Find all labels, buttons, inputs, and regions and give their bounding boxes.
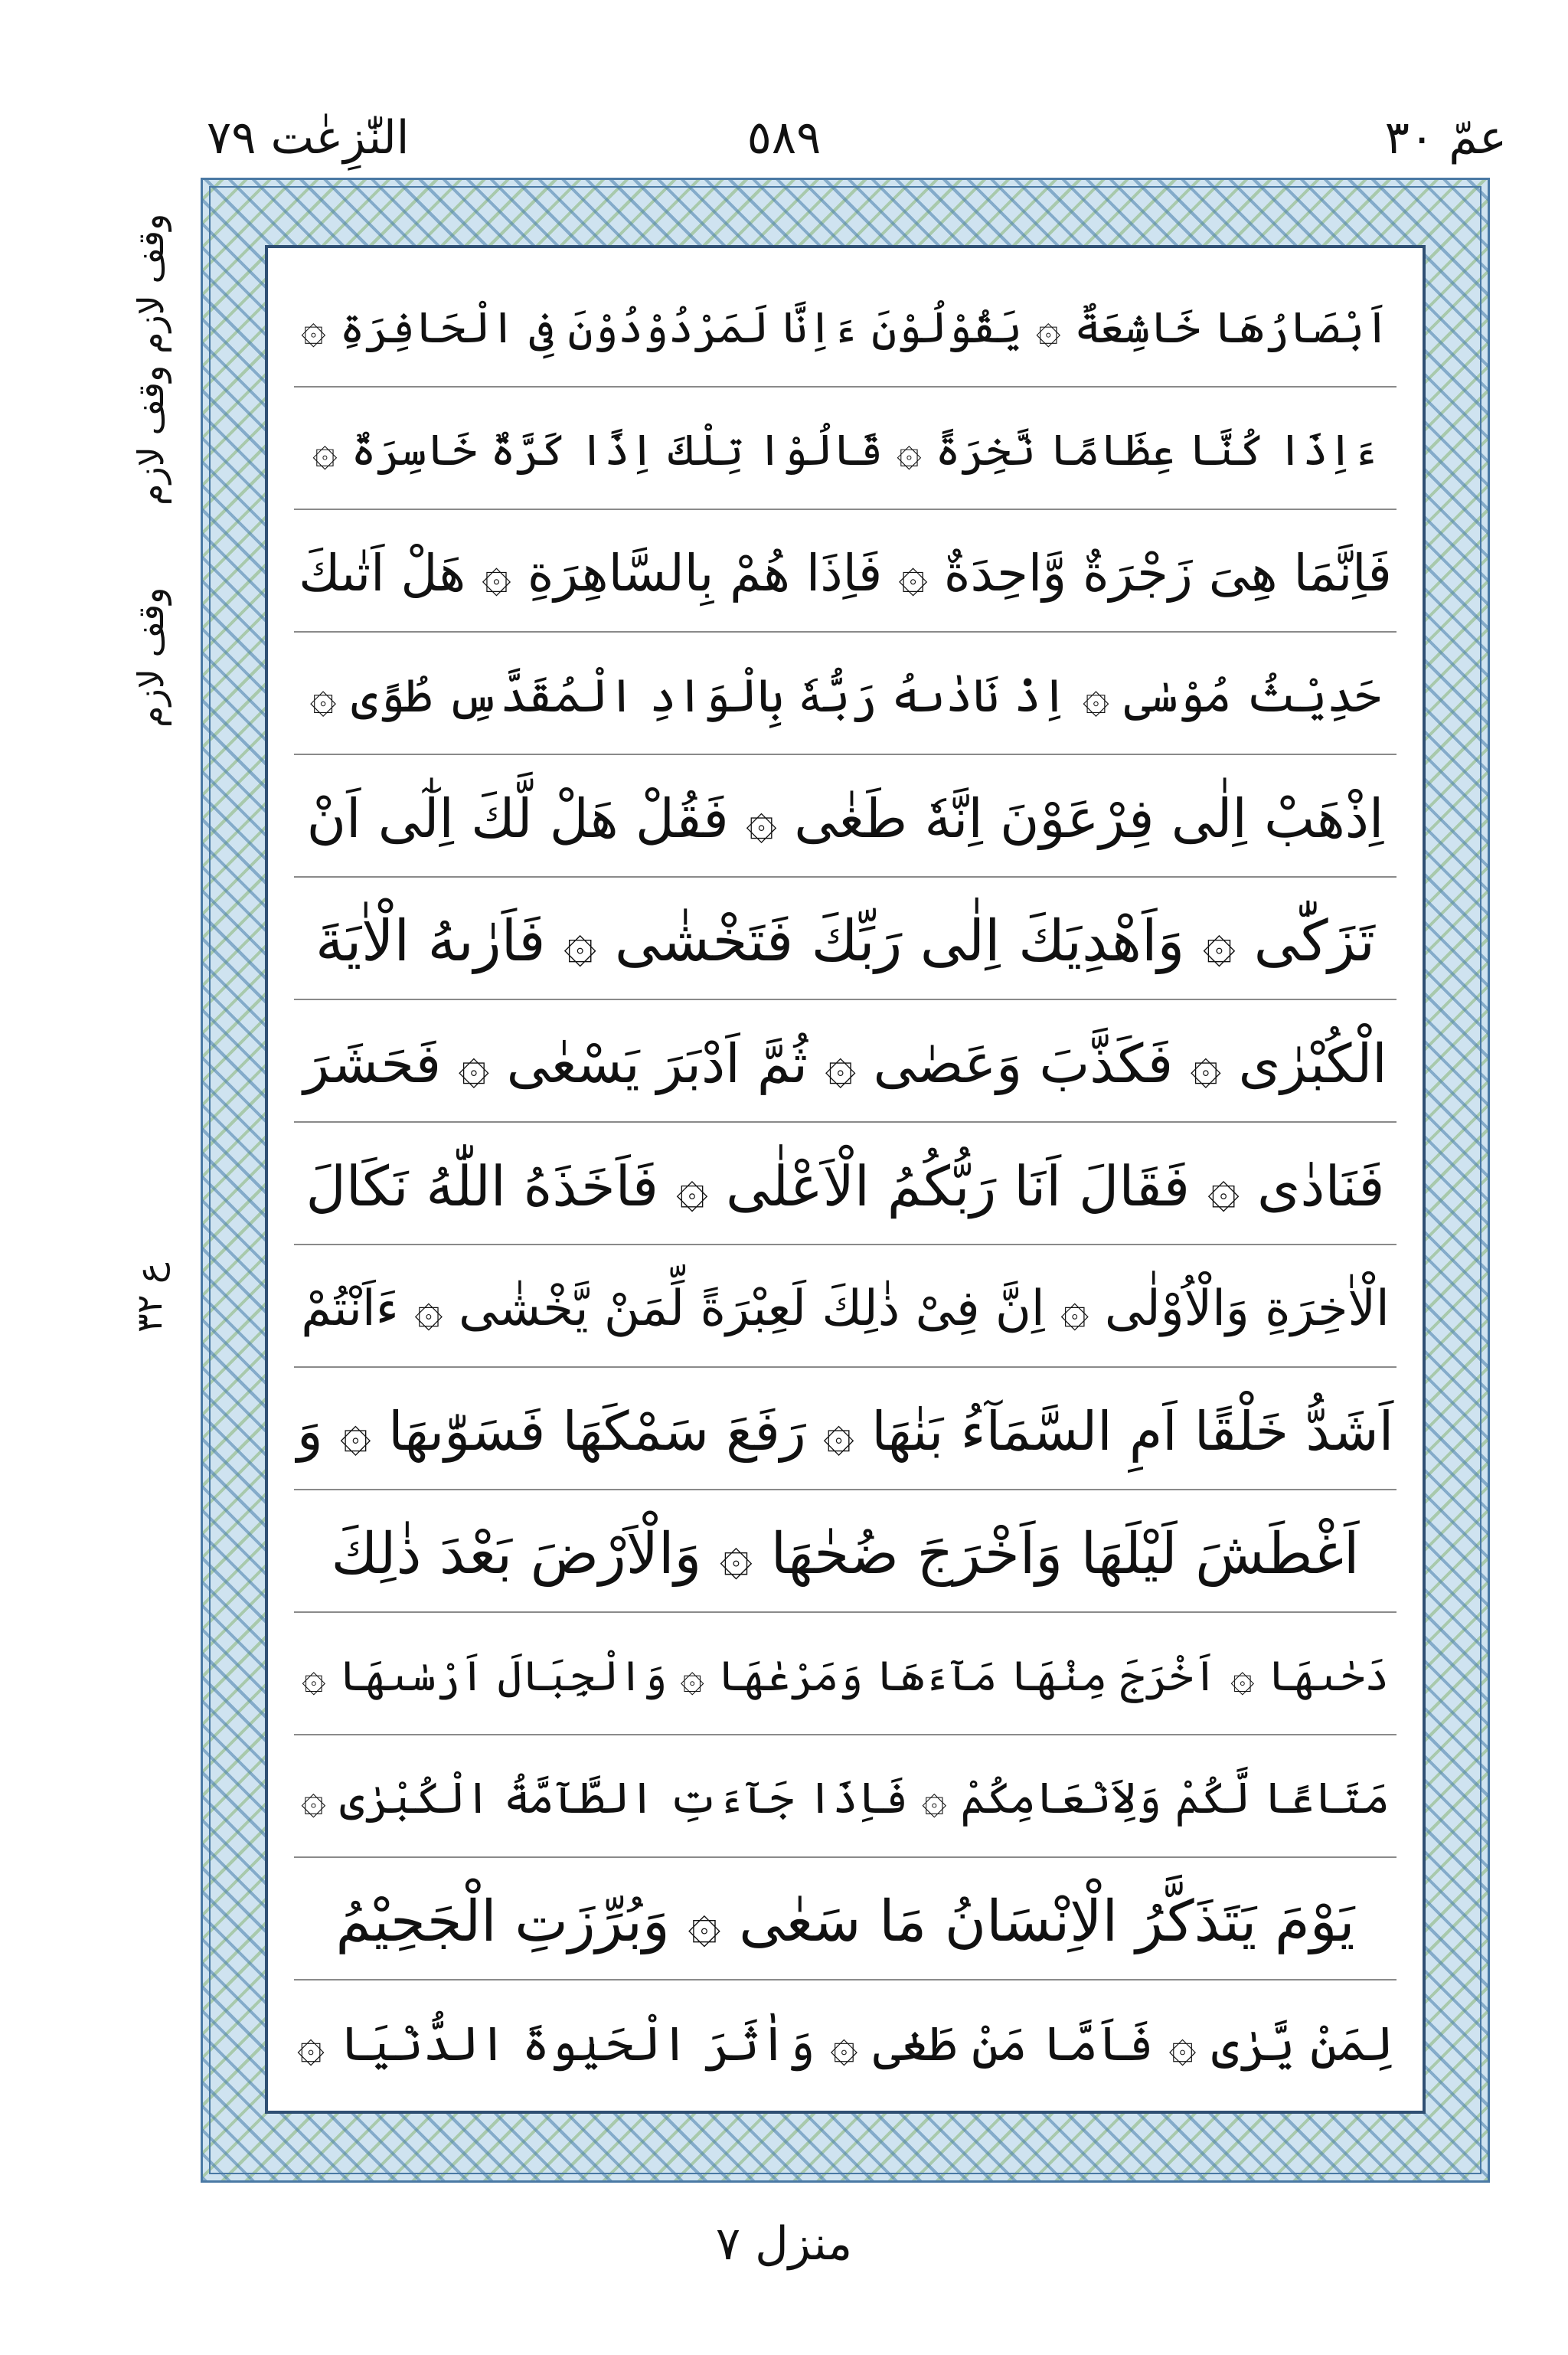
verse-line: لِمَنْ يَّرٰى ۞ فَاَمَّا مَنْ طَغٰى ۞ وَاٰثَرَ الْحَيٰوةَ الدُّنْيَا ۞ (296, 2016, 1394, 2072)
surah-name-header: النّٰزِعٰت ٧٩ (207, 111, 410, 165)
verse-line: اَشَدُّ خَلْقًا اَمِ السَّمَآءُ بَنٰهَا ۞ رَفَعَ سَمْكَهَا فَسَوّٰىهَا ۞ وَ (294, 1374, 1396, 1490)
verse-line: يَوْمَ يَتَذَكَّرُ الْاِنْسَانُ مَا سَعٰى ۞ وَبُرِّزَتِ الْجَحِيْمُ (294, 1864, 1396, 1980)
verse-line: تَزَكّٰى ۞ وَاَهْدِيَكَ اِلٰى رَبِّكَ فَتَخْشٰى ۞ فَاَرٰىهُ الْاٰيَةَ (294, 884, 1396, 1000)
verse-line: حَدِيْثُ مُوْسٰى ۞ اِذْ نَادٰىهُ رَبُّهٗ بِالْوَادِ الْمُقَدَّسِ طُوًى ۞ (294, 639, 1396, 755)
verse-line: ءَاِذَا كُنَّا عِظَامًا نَّخِرَةً ۞ قَالُوْا تِلْكَ اِذًا كَرَّةٌ خَاسِرَةٌ ۞ (294, 394, 1396, 510)
juz-name-header: عمّ ٣٠ (1384, 111, 1507, 165)
margin-note-waqf-lazim-double: وقف لازم وقف لازم (130, 213, 172, 505)
verse-line: فَنَادٰى ۞ فَقَالَ اَنَا رَبُّكُمُ الْاَعْلٰى ۞ فَاَخَذَهُ اللّٰهُ نَكَالَ (294, 1129, 1396, 1245)
verse-line: مَتَاعًا لَّكُمْ وَلِاَنْعَامِكُمْ ۞ فَاِذَا جَآءَتِ الطَّآمَّةُ الْكُبْرٰى ۞ (294, 1742, 1396, 1858)
verse-line: الْكُبْرٰى ۞ فَكَذَّبَ وَعَصٰى ۞ ثُمَّ اَدْبَرَ يَسْعٰى ۞ فَحَشَرَ (294, 1006, 1396, 1123)
quran-text-panel (265, 245, 1426, 2114)
page-number: ٥٨٩ (746, 111, 822, 165)
margin-note-ruku: ع ٣٢ (129, 1262, 170, 1333)
margin-note-waqf-lazim: وقف لازم (130, 587, 172, 728)
verse-line: فَاِنَّمَا هِىَ زَجْرَةٌ وَّاحِدَةٌ ۞ فَاِذَا هُمْ بِالسَّاهِرَةِ ۞ هَلْ اَتٰىكَ (294, 516, 1396, 633)
verse-line: دَحٰىهَا ۞ اَخْرَجَ مِنْهَا مَآءَهَا وَمَرْعٰهَا ۞ وَالْجِبَالَ اَرْسٰىهَا ۞ (294, 1619, 1396, 1735)
verse-line: الْاٰخِرَةِ وَالْاُوْلٰى ۞ اِنَّ فِىْ ذٰلِكَ لَعِبْرَةً لِّمَنْ يَّخْشٰى ۞ ءَاَنْتُمْ (294, 1251, 1396, 1368)
verse-line: اَبْصَارُهَا خَاشِعَةٌ ۞ يَقُوْلُوْنَ ءَاِنَّا لَمَرْدُوْدُوْنَ فِى الْحَافِرَةِ ۞ (294, 271, 1396, 388)
verse-lines (268, 248, 1423, 2111)
verse-line: اِذْهَبْ اِلٰى فِرْعَوْنَ اِنَّهٗ طَغٰى ۞ فَقُلْ هَلْ لَّكَ اِلٰٓى اَنْ (294, 761, 1396, 878)
verse-line: اَغْطَشَ لَيْلَهَا وَاَخْرَجَ ضُحٰهَا ۞ وَالْاَرْضَ بَعْدَ ذٰلِكَ (294, 1496, 1396, 1613)
manzil-footer: منزل ٧ (715, 2217, 853, 2271)
